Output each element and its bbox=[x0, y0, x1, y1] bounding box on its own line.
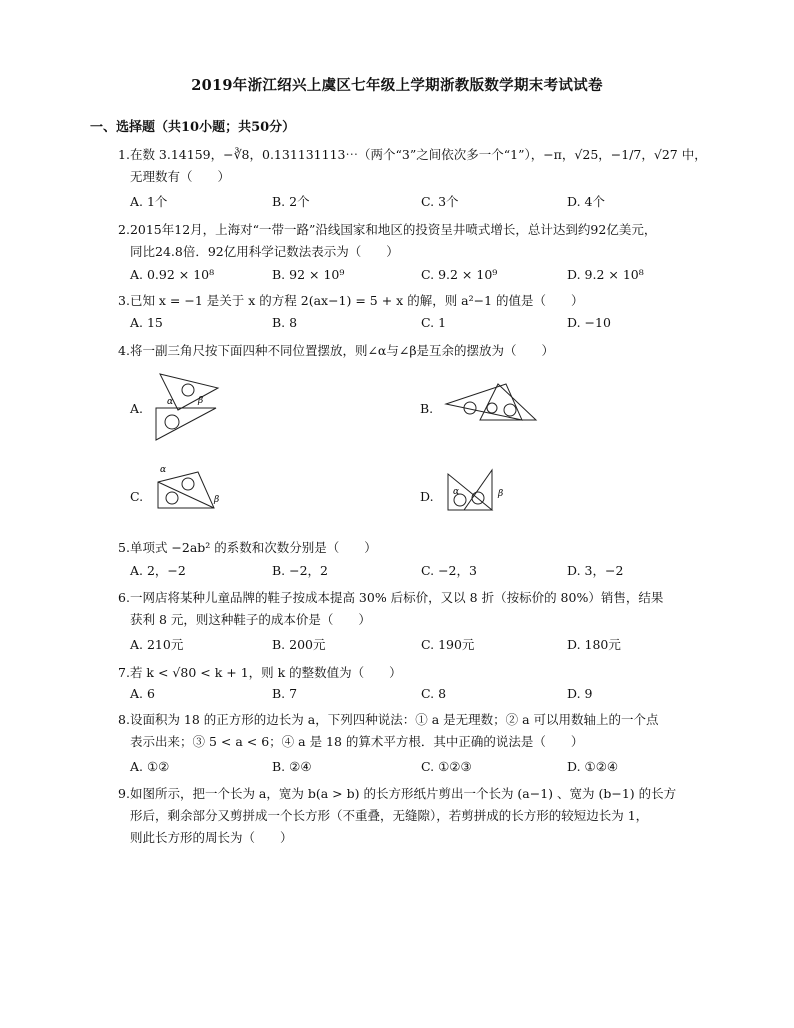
question-text: 如图所示，把一个长为 a，宽为 b(a > b) 的长方形纸片剪出一个长为 (a−1) 、宽为 (b−1) 的长方 bbox=[129, 786, 677, 801]
question-6 bbox=[118, 587, 708, 631]
beta-label: β bbox=[214, 495, 220, 505]
option-a[interactable]: A. 15 bbox=[130, 315, 163, 330]
triangle-ruler-figure-d bbox=[440, 466, 520, 516]
question-text-cont: 表示出来；③ 5 < a < 6；④ a 是 18 的算术平方根．其中正确的说法是（ ） bbox=[130, 734, 584, 749]
question-number: 9. bbox=[118, 786, 130, 801]
question-text: 在数 3.14159，−∛8，0.131131113⋯（两个“3”之间依次多一个“1”），−π，√25，−1/7，√27 中， bbox=[129, 147, 707, 162]
options-q3 bbox=[130, 313, 690, 333]
beta-label: β bbox=[198, 396, 204, 406]
question-text-cont: 同比24.8倍．92亿用科学记数法表示为（ ） bbox=[130, 244, 399, 259]
option-c[interactable]: C. −2，3 bbox=[421, 563, 477, 578]
question-text: 若 k < √80 < k + 1，则 k 的整数值为（ ） bbox=[129, 665, 402, 680]
option-a[interactable]: A. ①② bbox=[130, 759, 170, 774]
question-5 bbox=[118, 537, 708, 559]
option-a[interactable]: A. 1个 bbox=[130, 194, 168, 209]
question-1 bbox=[118, 144, 708, 188]
triangle-ruler-figure-a bbox=[150, 368, 230, 448]
question-text: 已知 x = −1 是关于 x 的方程 2(ax−1) = 5 + x 的解，则 a²−1 的值是（ ） bbox=[129, 293, 584, 308]
option-b[interactable]: B. 8 bbox=[272, 315, 298, 330]
option-d[interactable]: D. 3，−2 bbox=[567, 563, 624, 578]
figure-b bbox=[440, 378, 540, 431]
option-b[interactable]: B. 92 × 10⁹ bbox=[272, 267, 345, 282]
alpha-label: α bbox=[167, 397, 174, 407]
alpha-label: α bbox=[160, 465, 167, 475]
question-text-cont: 形后，剩余部分又剪拼成一个长方形（不重叠，无缝隙），若剪拼成的长方形的较短边长为 1， bbox=[130, 808, 649, 823]
figure-label-a[interactable]: A. bbox=[130, 401, 144, 416]
option-b[interactable]: B. 7 bbox=[272, 686, 298, 701]
question-text: 单项式 −2ab² 的系数和次数分别是（ ） bbox=[129, 540, 377, 555]
question-text-cont: 无理数有（ ） bbox=[130, 169, 231, 184]
option-a[interactable]: A. 6 bbox=[130, 686, 155, 701]
option-b[interactable]: B. 200元 bbox=[272, 637, 326, 652]
option-d[interactable]: D. 9 bbox=[567, 686, 593, 701]
options-q5 bbox=[130, 561, 690, 581]
question-number: 2. bbox=[118, 222, 130, 237]
option-c[interactable]: C. 9.2 × 10⁹ bbox=[421, 267, 498, 282]
triangle-ruler-figure-c bbox=[150, 460, 230, 520]
figure-c bbox=[150, 460, 230, 523]
question-text: 将一副三角尺按下面四种不同位置摆放，则∠α与∠β是互余的摆放为（ ） bbox=[129, 343, 555, 358]
option-b[interactable]: B. ②④ bbox=[272, 759, 312, 774]
figure-label-c[interactable]: C. bbox=[130, 489, 144, 504]
question-number: 5. bbox=[118, 540, 130, 555]
option-a[interactable]: A. 0.92 × 10⁸ bbox=[130, 267, 215, 282]
option-d[interactable]: D. 180元 bbox=[567, 637, 621, 652]
option-d[interactable]: D. 4个 bbox=[567, 194, 605, 209]
options-q1 bbox=[130, 192, 690, 212]
question-text: 一网店将某种儿童品牌的鞋子按成本提高 30% 后标价，又以 8 折（按标价的 80%）销售，结果 bbox=[129, 590, 664, 605]
question-3 bbox=[118, 290, 708, 312]
option-d[interactable]: D. ①②④ bbox=[567, 759, 619, 774]
option-c[interactable]: C. 3个 bbox=[421, 194, 459, 209]
question-text-cont: 获利 8 元，则这种鞋子的成本价是（ ） bbox=[130, 612, 371, 627]
options-q6 bbox=[130, 635, 690, 655]
question-9 bbox=[118, 783, 708, 849]
figure-d bbox=[440, 466, 520, 519]
option-c[interactable]: C. ①②③ bbox=[421, 759, 472, 774]
option-b[interactable]: B. −2，2 bbox=[272, 563, 329, 578]
option-a[interactable]: A. 2，−2 bbox=[130, 563, 186, 578]
options-q8 bbox=[130, 757, 690, 777]
triangle-ruler-figure-b bbox=[440, 378, 540, 428]
options-q2 bbox=[130, 265, 690, 285]
options-q7 bbox=[130, 684, 690, 704]
option-c[interactable]: C. 8 bbox=[421, 686, 447, 701]
option-c[interactable]: C. 190元 bbox=[421, 637, 475, 652]
option-d[interactable]: D. 9.2 × 10⁸ bbox=[567, 267, 644, 282]
option-a[interactable]: A. 210元 bbox=[130, 637, 184, 652]
alpha-label: α bbox=[453, 487, 460, 497]
option-d[interactable]: D. −10 bbox=[567, 315, 611, 330]
option-c[interactable]: C. 1 bbox=[421, 315, 447, 330]
question-number: 8. bbox=[118, 712, 130, 727]
question-2 bbox=[118, 219, 708, 263]
question-number: 3. bbox=[118, 293, 130, 308]
option-b[interactable]: B. 2个 bbox=[272, 194, 310, 209]
question-8 bbox=[118, 709, 708, 753]
question-number: 7. bbox=[118, 665, 130, 680]
question-number: 4. bbox=[118, 343, 130, 358]
figure-a bbox=[150, 368, 230, 451]
question-7 bbox=[118, 662, 708, 684]
beta-label: β bbox=[498, 489, 504, 499]
question-number: 6. bbox=[118, 590, 130, 605]
question-text-cont: 则此长方形的周长为（ ） bbox=[130, 830, 293, 845]
question-text: 设面积为 18 的正方形的边长为 a，下列四种说法：① a 是无理数；② a 可以用数轴上的一个点 bbox=[129, 712, 659, 727]
question-text: 2015年12月，上海对“一带一路”沿线国家和地区的投资呈井喷式增长，总计达到约92亿美元， bbox=[129, 222, 657, 237]
figure-label-d[interactable]: D. bbox=[420, 489, 434, 504]
figure-label-b[interactable]: B. bbox=[420, 401, 434, 416]
exam-title: 2019年浙江绍兴上虞区七年级上学期浙教版数学期末考试试卷 bbox=[191, 77, 603, 94]
question-4 bbox=[118, 340, 708, 362]
section-heading: 一、选择题（共10小题；共50分） bbox=[90, 120, 296, 135]
question-number: 1. bbox=[118, 147, 130, 162]
